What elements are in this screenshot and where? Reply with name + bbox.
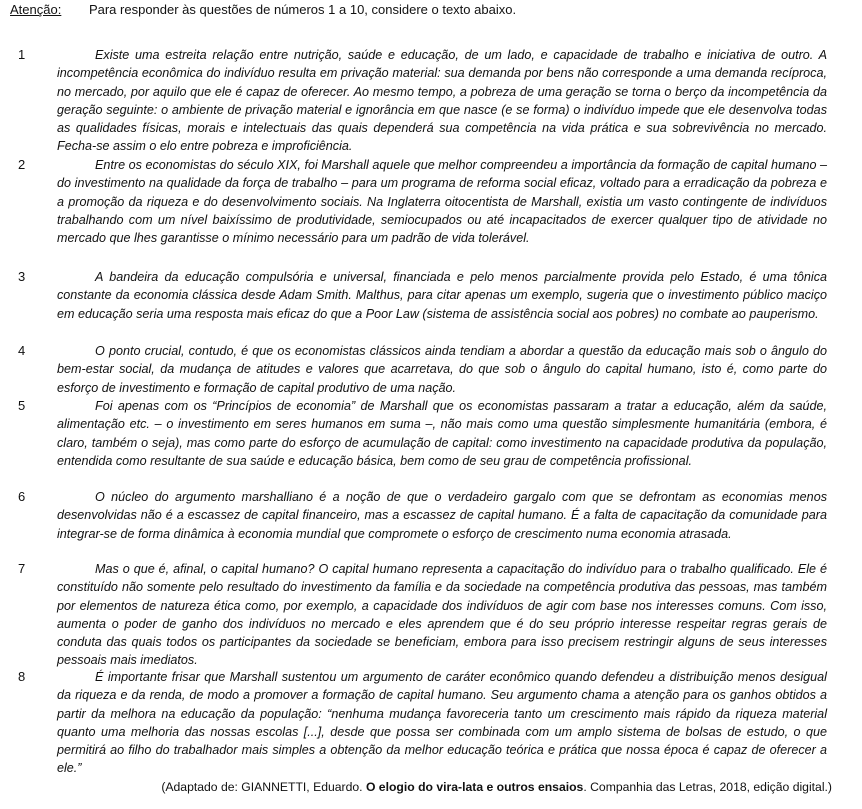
book-title: O elogio do vira-lata e outros ensaios bbox=[365, 780, 584, 794]
paragraph-text: Existe uma estreita relação entre nutrição, saúde e educação, de um lado, e capacidade de trabalho e iniciativa de outro. A incompetência econômica do indivíduo resulta em privação material: sua demanda por bens não corresponde a uma demanda recíproca, no mercado, por aquilo que ele é capaz de oferecer. Ao mesmo tempo, a pobreza de uma geração se torna o berço da incompetência da geração seguinte: o ambiente de privação material e ignorância em que nasce (e se forma) o indivíduo impede que ele desenvolva todas as qualidades físicas, morais e intelectuais das quais dependerá sua competência na vida prática e sua sobrevivência no mercado. Fecha-se assim o elo entre pobreza e improficiência. bbox=[57, 48, 827, 154]
instruction-text: Para responder às questões de números 1 a 10, considere o texto abaixo. bbox=[88, 2, 517, 17]
paragraph-number: 5 bbox=[18, 398, 26, 413]
paragraph-number: 4 bbox=[18, 343, 26, 358]
paragraph-number: 6 bbox=[18, 489, 26, 504]
paragraph-number: 3 bbox=[18, 269, 26, 284]
paragraph-text: Foi apenas com os “Princípios de economia” de Marshall que os economistas passaram a tratar a educação, além da saúde, alimentação etc. – o investimento em seres humanos em suma –, não mais como uma questão simplesmente humanitária (embora, é claro, também o seja), mas como parte do esforço de acumulação de capital: como investimento na capacidade produtiva da população, entendida como resultante de sua saúde e educação básica, bem como de seu grau de competência profissional. bbox=[57, 399, 827, 468]
paragraph-number: 7 bbox=[18, 561, 26, 576]
attention-label: Atenção: bbox=[10, 2, 62, 17]
paragraph-number: 8 bbox=[18, 669, 26, 684]
citation-prefix: (Adaptado de: GIANNETTI, Eduardo. bbox=[161, 780, 363, 794]
citation-suffix: . Companhia das Letras, 2018, edição digital.) bbox=[583, 780, 832, 794]
paragraph-text: O núcleo do argumento marshalliano é a noção de que o verdadeiro gargalo com que se defrontam as economias menos desenvolvidas não é a escassez de capital financeiro, mas a escassez de capital humano. É a falta de capacitação da comunidade para integrar-se de forma dinâmica à economia mundial que compromete o esforço de crescimento numa economia atrasada. bbox=[57, 490, 827, 541]
source-citation bbox=[161, 778, 832, 796]
paragraph-text: O ponto crucial, contudo, é que os economistas clássicos ainda tendiam a abordar a questão da educação mais sob o ângulo do bem-estar social, da mudança de atitudes e valores que acarretava, do que sob o ângulo do capital humano, isto é, como parte do esforço de investimento e formação de capital produtivo de uma nação. bbox=[57, 344, 827, 395]
paragraph-text: É importante frisar que Marshall sustentou um argumento de caráter econômico quando defendeu a distribuição menos desigual da riqueza e da renda, de modo a promover a formação de capital humano. Seu argumento chama a atenção para os ganhos obtidos a partir da melhora na educação da população: “nenhuma mudança favoreceria tanto um crescimento mais rápido da riqueza material quanto uma melhoria das nossas escolas [...], desde que possa ser combinada com um amplo sistema de bolsas de estudo, o que permitirá ao filho do trabalhador mais simples a obtenção da melhor educação teórica e prática que nossa época é capaz de oferecer a ele.” bbox=[57, 670, 827, 776]
paragraph-number: 2 bbox=[18, 157, 26, 172]
paragraph-number: 1 bbox=[18, 47, 26, 62]
instruction-header bbox=[10, 2, 516, 18]
paragraph-text: Entre os economistas do século XIX, foi Marshall aquele que melhor compreendeu a importância da formação de capital humano – do investimento na qualidade da força de trabalho – para um programa de reforma social eficaz, voltado para a erradicação da pobreza e a promoção da riqueza e do desenvolvimento sociais. Na Inglaterra oitocentista de Marshall, existia um vasto contingente de indivíduos trabalhando com um nível baixíssimo de produtividade, semiocupados ou até incapacitados de exercer qualquer tipo de atividade no mercado que lhes garantisse o mínimo necessário para um padrão de vida tolerável. bbox=[57, 158, 827, 245]
paragraph-text: A bandeira da educação compulsória e universal, financiada e pelo menos parcialmente provida pelo Estado, é uma tônica constante da economia clássica desde Adam Smith. Malthus, para citar apenas um exemplo, sugeria que o investimento público maciço em educação seria uma resposta mais eficaz do que a Poor Law (sistema de assistência social aos pobres) no combate ao pauperismo. bbox=[57, 270, 827, 321]
paragraph-text: Mas o que é, afinal, o capital humano? O capital humano representa a capacitação do indivíduo para o trabalho qualificado. Ele é constituído não somente pelo resultado do investimento da família e da sociedade na competência produtiva das pessoas, mas também por elementos de natureza ética como, por exemplo, a capacidade dos indivíduos de agir com base nos interesses comuns. Com isso, aumenta o poder de ganho dos indivíduos no mercado e eles aprendem que é do seu próprio interesse respeitar regras gerais de conduta das quais todos os participantes da sociedade se beneficiam, embora para isso precisem restringir alguns de seus interesses pessoais mais imediatos. bbox=[57, 562, 827, 668]
